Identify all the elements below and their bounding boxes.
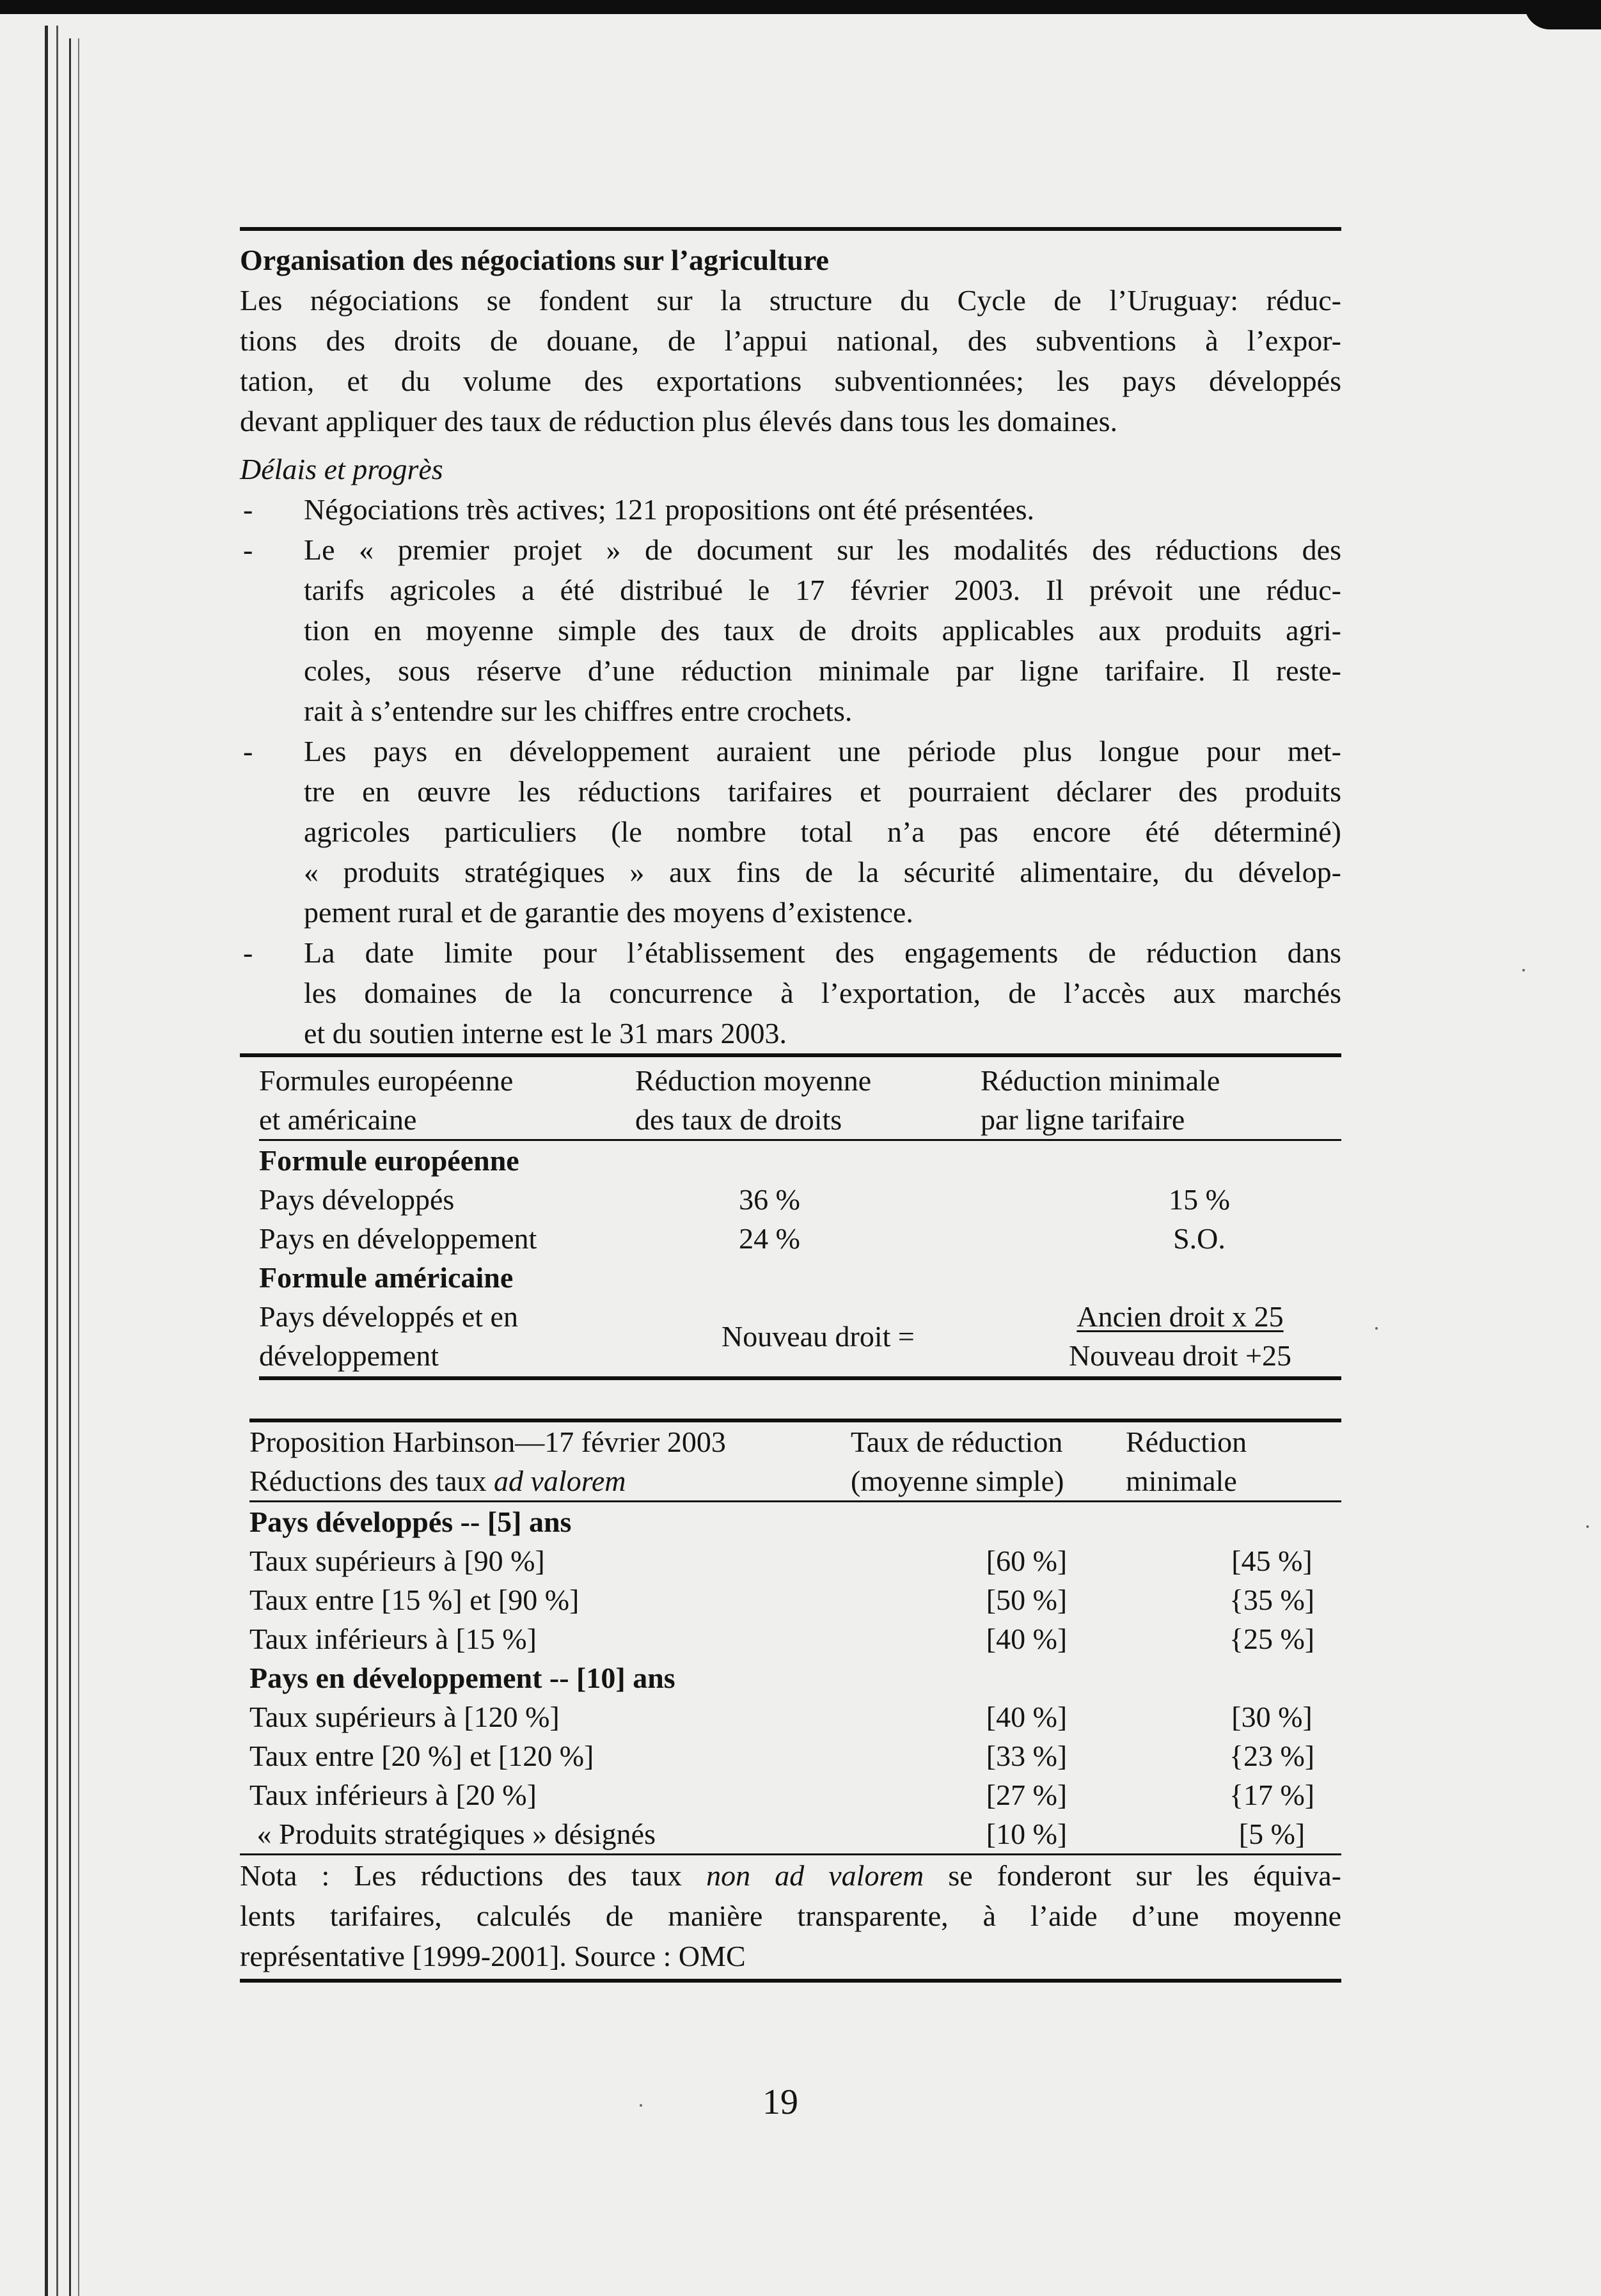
avg-cell: [50 %] xyxy=(986,1584,1068,1616)
top-rule xyxy=(240,227,1341,231)
table1-top-rule xyxy=(240,1053,1341,1057)
table-header-row xyxy=(249,1422,1341,1502)
table-row xyxy=(249,1619,1341,1658)
table-row xyxy=(259,1297,1341,1375)
scan-speck xyxy=(1522,969,1525,971)
avg-cell: [60 %] xyxy=(986,1545,1068,1577)
row-label: « Produits stratégiques » désignés xyxy=(249,1818,656,1850)
text-line: Nota : Les réductions des taux non ad valorem se fonderont sur les équiva- xyxy=(240,1859,1341,1892)
min-cell: [45 %] xyxy=(1231,1545,1313,1577)
bullet-dash: - xyxy=(243,735,253,767)
subheading: Délais et progrès xyxy=(240,453,443,485)
harbinson-table xyxy=(249,1422,1341,1853)
table-row xyxy=(249,1775,1341,1814)
row-label: Pays développés et en développement xyxy=(259,1300,518,1372)
binding-edge xyxy=(69,38,71,2296)
formula-table xyxy=(259,1061,1341,1375)
header-cell: Réduction minimale xyxy=(1126,1422,1341,1502)
header-cell: Formules européenne et américaine xyxy=(259,1061,635,1140)
binding-edge xyxy=(56,26,58,2296)
group-title: Formule américaine xyxy=(259,1261,514,1294)
bullet-dash: - xyxy=(243,493,253,526)
min-cell: {35 %] xyxy=(1229,1584,1315,1616)
text-line: tions des droits de douane, de l’appui national, des subventions à l’expor- xyxy=(240,324,1341,357)
avg-cell: [40 %] xyxy=(986,1623,1068,1655)
group-title-row xyxy=(249,1502,1341,1542)
table-row xyxy=(259,1180,1341,1219)
bottom-rule xyxy=(240,1979,1341,1983)
text-line: Négociations très actives; 121 propositions ont été présentées. xyxy=(304,493,1035,526)
table-row xyxy=(249,1814,1341,1853)
bullet-item xyxy=(240,731,1341,932)
bullet-item xyxy=(240,530,1341,731)
min-cell: [30 %] xyxy=(1231,1701,1313,1733)
table1-bottom-rule xyxy=(259,1376,1341,1380)
avg-cell: 24 % xyxy=(739,1222,800,1255)
avg-cell: [40 %] xyxy=(986,1701,1068,1733)
bullet-item xyxy=(240,932,1341,1053)
page-number: 19 xyxy=(762,2082,798,2122)
min-cell: {17 %] xyxy=(1229,1779,1315,1811)
text-line: Les pays en développement auraient une période plus longue pour met- xyxy=(304,735,1341,767)
table-row xyxy=(249,1736,1341,1775)
group-title: Pays développés -- [5] ans xyxy=(249,1506,572,1538)
group-title-row xyxy=(249,1658,1341,1697)
scan-speck xyxy=(1586,1525,1589,1528)
text-line: « produits stratégiques » aux fins de la sécurité alimentaire, du dévelop- xyxy=(304,856,1341,888)
text-line: les domaines de la concurrence à l’exportation, de l’accès aux marchés xyxy=(304,977,1341,1009)
min-cell: {23 %] xyxy=(1229,1740,1315,1772)
text-line: représentative [1999-2001]. Source : OMC xyxy=(240,1940,746,1972)
row-label: Pays développés xyxy=(259,1183,455,1216)
binding-edge xyxy=(78,38,79,2296)
header-cell: Réduction minimale par ligne tarifaire xyxy=(981,1061,1341,1140)
text-line: tarifs agricoles a été distribué le 17 février 2003. Il prévoit une réduc- xyxy=(304,574,1341,606)
min-cell: [5 %] xyxy=(1238,1818,1305,1850)
min-cell: S.O. xyxy=(1173,1222,1226,1255)
row-label: Taux supérieurs à [120 %] xyxy=(249,1701,560,1733)
scan-border-top xyxy=(0,0,1601,14)
text-line: coles, sous réserve d’une réduction minimale par ligne tarifaire. Il reste- xyxy=(304,654,1341,687)
row-label: Pays en développement xyxy=(259,1222,537,1255)
scan-speck xyxy=(1375,1327,1378,1330)
text-line: tion en moyenne simple des taux de droits applicables aux produits agri- xyxy=(304,614,1341,647)
bullet-dash: - xyxy=(243,533,253,566)
formula-denominator: Nouveau droit +25 xyxy=(1069,1339,1291,1372)
text-line: tation, et du volume des exportations subventionnées; les pays développés xyxy=(240,365,1341,397)
row-label: Taux inférieurs à [15 %] xyxy=(249,1623,537,1655)
row-label: Taux supérieurs à [90 %] xyxy=(249,1545,545,1577)
header-cell: Taux de réduction (moyenne simple) xyxy=(851,1422,1126,1502)
avg-cell: [10 %] xyxy=(986,1818,1068,1850)
min-cell: {25 %] xyxy=(1229,1623,1315,1655)
text-line: Le « premier projet » de document sur les modalités des réductions des xyxy=(304,533,1341,566)
text-line: agricoles particuliers (le nombre total n’a pas encore été déterminé) xyxy=(304,815,1341,848)
table-row xyxy=(259,1219,1341,1258)
section-title: Organisation des négociations sur l’agriculture xyxy=(240,244,829,276)
bullet-item xyxy=(240,489,1341,530)
text-line: rait à s’entendre sur les chiffres entre crochets. xyxy=(304,695,853,727)
text-line: devant appliquer des taux de réduction plus élevés dans tous les domaines. xyxy=(240,405,1117,437)
group-title-row xyxy=(259,1140,1341,1181)
table-row xyxy=(249,1541,1341,1580)
scan-speck xyxy=(640,2104,642,2107)
formula-fraction xyxy=(981,1297,1341,1375)
binding-edge xyxy=(45,26,48,2296)
avg-cell: 36 % xyxy=(739,1183,800,1216)
formula-left: Nouveau droit = xyxy=(722,1319,915,1353)
group-title: Pays en développement -- [10] ans xyxy=(249,1662,675,1694)
row-label: Taux inférieurs à [20 %] xyxy=(249,1779,537,1811)
table-header-row xyxy=(259,1061,1341,1140)
row-label: Taux entre [20 %] et [120 %] xyxy=(249,1740,594,1772)
header-cell: Réduction moyenne des taux de droits xyxy=(635,1061,981,1140)
bullet-dash: - xyxy=(243,936,253,969)
text-line: tre en œuvre les réductions tarifaires et pourraient déclarer des produits xyxy=(304,775,1341,808)
formula-numerator: Ancien droit x 25 xyxy=(1077,1300,1284,1333)
text-line: et du soutien interne est le 31 mars 2003. xyxy=(304,1017,787,1050)
note-paragraph xyxy=(240,1855,1341,1976)
table-row xyxy=(249,1580,1341,1619)
table-row xyxy=(249,1697,1341,1736)
text-line: pement rural et de garantie des moyens d’existence. xyxy=(304,896,913,929)
min-cell: 15 % xyxy=(1169,1183,1230,1216)
header-cell: Proposition Harbinson—17 février 2003 Réductions des taux ad valorem xyxy=(249,1422,851,1502)
intro-paragraph xyxy=(240,280,1341,441)
text-line: La date limite pour l’établissement des engagements de réduction dans xyxy=(304,936,1341,969)
document-body xyxy=(240,227,1341,1983)
text-line: lents tarifaires, calculés de manière transparente, à l’aide d’une moyenne xyxy=(240,1899,1341,1932)
group-title-row xyxy=(259,1258,1341,1297)
row-label: Taux entre [15 %] et [90 %] xyxy=(249,1584,580,1616)
text-line: Les négociations se fondent sur la structure du Cycle de l’Uruguay: réduc- xyxy=(240,284,1341,317)
avg-cell: [33 %] xyxy=(986,1740,1068,1772)
group-title: Formule européenne xyxy=(259,1144,519,1177)
avg-cell: [27 %] xyxy=(986,1779,1068,1811)
